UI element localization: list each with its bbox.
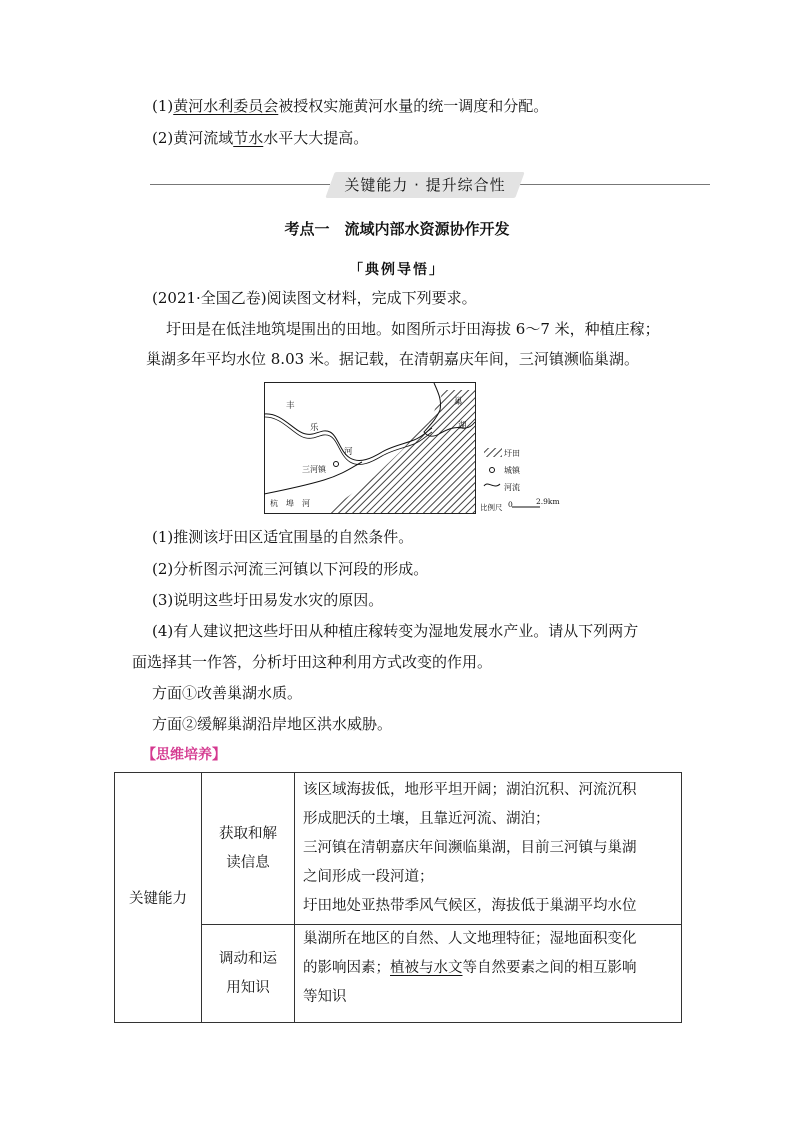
ability-table (114, 772, 682, 1023)
row-content-cell (295, 925, 682, 1023)
row-label: 读信息 (226, 854, 270, 871)
river-label: 乐 (310, 423, 319, 433)
hangbu-river-label: 杭 埠 河 (270, 499, 310, 508)
scale-zero: 0 (508, 500, 513, 509)
sub-question-4: (4)有人建议把这些圩田从种植庄稼转变为湿地发展水产业。请从下列两方 (152, 622, 639, 640)
banner-rule-right (520, 184, 710, 185)
river-label: 河 (344, 447, 353, 457)
row-label-cell (202, 925, 295, 1023)
legend-polder-swatch (484, 448, 502, 457)
legend-town-swatch (490, 468, 495, 473)
sub-question-4-cont: 面选择其一作答，分析圩田这种利用方式改变的作用。 (132, 653, 493, 671)
row-label-cell (202, 773, 295, 925)
sub-question-3: (3)说明这些圩田易发水灾的原因。 (152, 591, 384, 609)
underlined-term: 节水 (233, 129, 264, 147)
item-number: (1) (152, 97, 174, 115)
sub-question-2: (2)分析图示河流三河镇以下河段的形成。 (152, 560, 429, 578)
content-line: 形成肥沃的土壤，且靠近河流、湖泊； (303, 811, 550, 827)
polder-map (264, 382, 562, 514)
legend-town-label: 城镇 (504, 466, 520, 475)
river-label: 丰 (286, 401, 295, 411)
town-marker (334, 462, 339, 467)
item-text: 被授权实施黄河水量的统一调度和分配。 (278, 97, 549, 115)
content-text: 的影响因素； (303, 960, 390, 976)
legend-river-label: 河流 (504, 483, 520, 492)
legend-polder-label: 圩田 (504, 449, 520, 458)
row-label: 调动和运 (219, 950, 277, 967)
section-banner (150, 172, 710, 198)
row-content-cell (295, 773, 682, 925)
row-label: 用知识 (226, 979, 270, 996)
item-text: (2)黄河流域 (152, 129, 234, 147)
content-line: 该区域海拔低，地形平坦开阔；湖泊沉积、河流沉积 (303, 782, 637, 798)
legend-river-swatch (484, 484, 500, 486)
intro-item-1 (152, 95, 548, 117)
content-line: 等知识 (303, 989, 347, 1005)
content-text: 等自然要素之间的相互影响 (462, 960, 637, 976)
content-line (303, 954, 677, 983)
lake-label: 巢 (454, 397, 463, 407)
item-text: 水平大大提高。 (263, 129, 369, 147)
section-subtitle: 「典例导悟」 (349, 262, 445, 278)
town-label: 三河镇 (302, 465, 326, 474)
section-title: 考点一 流域内部水资源协作开发 (284, 220, 510, 238)
option-1: 方面①改善巢湖水质。 (152, 684, 303, 702)
thinking-header: 【思维培养】 (142, 747, 226, 763)
content-line: 巢湖所在地区的自然、人文地理特征；湿地面积变化 (303, 931, 637, 947)
question-paragraph-line: 圩田是在低洼地筑堤围出的田地。如图所示圩田海拔 6～7 米，种植庄稼； (166, 320, 660, 338)
question-paragraph-line: 巢湖多年平均水位 8.03 米。据记载，在清朝嘉庆年间，三河镇濒临巢湖。 (146, 350, 639, 368)
row-label: 获取和解 (219, 825, 277, 842)
underlined-term: 植被与水文 (390, 960, 463, 976)
intro-item-2 (152, 127, 368, 149)
scale-value: 2.9km (536, 497, 560, 506)
scale-label: 比例尺 (480, 503, 503, 512)
content-line: 三河镇在清朝嘉庆年间濒临巢湖，目前三河镇与巢湖 (303, 840, 637, 856)
category-label: 关键能力 (129, 891, 187, 907)
sub-question-1: (1)推测该圩田区适宜围垦的自然条件。 (152, 528, 414, 546)
underlined-term: 黄河水利委员会 (173, 97, 279, 115)
option-2: 方面②缓解巢湖沿岸地区洪水威胁。 (152, 715, 393, 733)
banner-label: 关键能力 · 提升综合性 (344, 176, 506, 194)
content-line: 圩田地处亚热带季风气候区，海拔低于巢湖平均水位 (303, 898, 637, 914)
lake-label: 湖 (458, 421, 467, 431)
question-source: (2021·全国乙卷)阅读图文材料，完成下列要求。 (152, 289, 477, 307)
category-cell (115, 773, 202, 1023)
banner-rule-left (150, 184, 330, 185)
content-line: 之间形成一段河道； (303, 869, 434, 885)
